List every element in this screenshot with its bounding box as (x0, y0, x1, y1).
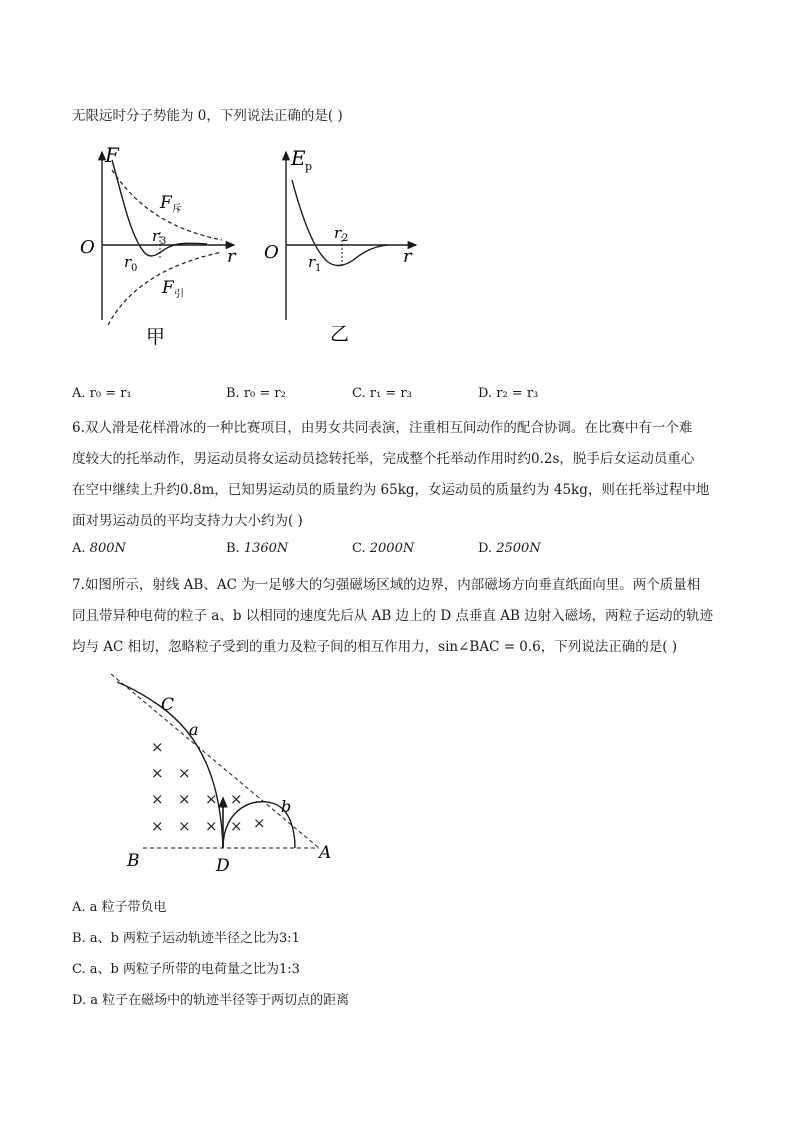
cross: × (230, 790, 243, 808)
field-crosses (151, 738, 266, 835)
yi-ep-curve (292, 180, 388, 265)
cross: × (205, 817, 218, 835)
cross: × (151, 817, 164, 835)
jia-r0-label: r (124, 253, 132, 271)
q5-option-b[interactable]: B. r₀ = r₂ (226, 386, 286, 401)
cross: × (178, 790, 191, 808)
q6-line-1: 6.双人滑是花样滑冰的一种比赛项目，由男女共同表演，注重相互间动作的配合协调。在比赛中有一个难 (72, 420, 693, 436)
yi-r1-label: r (308, 253, 316, 271)
q6-option-d[interactable]: D. 2500N (478, 541, 541, 556)
yi-axis-y-label: E (291, 146, 306, 170)
jia-attract-label: F (162, 278, 174, 298)
q6-line-3: 在空中继续上升约0.8m，已知男运动员的质量约为 65kg，女运动员的质量约为 45kg，则在托举过程中地 (72, 482, 710, 498)
label-a-point: A (319, 843, 332, 863)
cross: × (253, 814, 266, 832)
jia-origin: O (80, 237, 95, 258)
yi-axis-x-label: r (403, 246, 412, 267)
q5-option-a[interactable]: A. r₀ = r₁ (72, 386, 132, 401)
jia-repel-sub: 斥 (172, 204, 182, 215)
jia-r0-sub: 0 (131, 263, 138, 274)
yi-origin: O (264, 242, 279, 263)
jia-repel-label: F (160, 193, 172, 213)
jia-caption: 甲 (146, 326, 166, 348)
q7-option-b[interactable]: B. a、b 两粒子运动轨迹半径之比为3:1 (72, 931, 300, 946)
label-d: D (216, 856, 230, 876)
jia-axis-y-label: F (105, 143, 119, 167)
q5-option-c[interactable]: C. r₁ = r₃ (352, 386, 412, 401)
cross: × (151, 738, 164, 756)
cross: × (205, 790, 218, 808)
jia-axis-x-label: r (227, 246, 236, 267)
q6-line-4: 面对男运动员的平均支持力大小约为( ) (72, 513, 303, 529)
q6-option-b[interactable]: B. 1360N (226, 541, 289, 556)
label-b-particle: b (281, 797, 292, 816)
cross: × (178, 764, 191, 782)
q7-option-d[interactable]: D. a 粒子在磁场中的轨迹半径等于两切点的距离 (72, 993, 350, 1008)
q5-option-d[interactable]: D. r₂ = r₃ (478, 386, 539, 401)
q6-option-c[interactable]: C. 2000N (352, 541, 415, 556)
yi-axis-y-sub: p (305, 160, 313, 173)
yi-r2-label: r (334, 224, 342, 242)
figure-jia (72, 140, 252, 355)
q7-option-a[interactable]: A. a 粒子带负电 (72, 900, 167, 915)
figure-yi (258, 140, 423, 355)
cross: × (151, 790, 164, 808)
q7-line-1: 7.如图所示，射线 AB、AC 为一足够大的匀强磁场区域的边界，内部磁场方向垂直纸面向里。两个质量相 (72, 577, 701, 593)
q5-stem-tail: 无限远时分子势能为 0，下列说法正确的是( ) (72, 108, 343, 124)
jia-attract-sub: 引 (174, 289, 184, 300)
label-a-particle: a (189, 720, 199, 739)
label-b-point: B (127, 851, 140, 871)
q7-option-c[interactable]: C. a、b 两粒子所带的电荷量之比为1:3 (72, 962, 300, 977)
figure-q7 (105, 668, 345, 883)
label-c: C (161, 695, 175, 715)
cross: × (178, 817, 191, 835)
q7-line-2: 同且带异种电荷的粒子 a、b 以相同的速度先后从 AB 边上的 D 点垂直 AB 边射入磁场，两粒子运动的轨迹 (72, 608, 714, 624)
q6-option-a[interactable]: A. 800N (72, 541, 126, 556)
yi-caption: 乙 (330, 323, 350, 345)
jia-r3-sub: 3 (160, 236, 167, 247)
cross: × (151, 764, 164, 782)
cross: × (230, 817, 243, 835)
jia-r3-label: r (152, 227, 160, 245)
q6-line-2: 度较大的托举动作，男运动员将女运动员捻转托举，完成整个托举动作用时约0.2s，脱手后女运动员重心 (72, 451, 695, 467)
yi-r1-sub: 1 (315, 263, 322, 274)
yi-r2-sub: 2 (342, 233, 349, 244)
q7-line-3: 均与 AC 相切，忽略粒子受到的重力及粒子间的相互作用力，sin∠BAC = 0.6，下列说法正确的是( ) (72, 639, 678, 655)
